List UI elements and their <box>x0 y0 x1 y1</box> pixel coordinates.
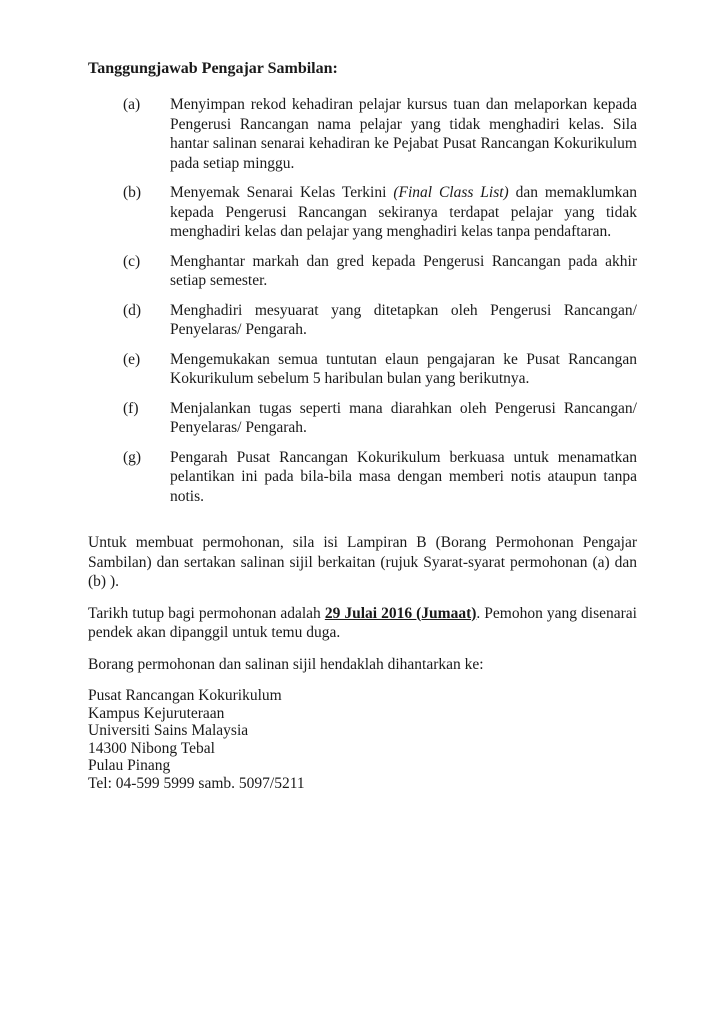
address-line: Pulau Pinang <box>88 757 171 774</box>
list-item-a <box>88 95 637 173</box>
list-item-text-post: dan memaklumkan kepada Pengerusi Rancangan sekiranya terdapat pelajar yang tidak menghadiri kelas dan pelajar yang menghadiri kelas tanpa pendaftaran. <box>170 184 637 240</box>
list-item-label: (f) <box>123 399 139 417</box>
address-line: Universiti Sains Malaysia <box>88 722 249 739</box>
address-line: Pusat Rancangan Kokurikulum <box>88 687 282 704</box>
list-item-label: (d) <box>123 301 142 319</box>
address-line: 14300 Nibong Tebal <box>88 739 215 757</box>
document-title: Tanggungjawab Pengajar Sambilan: <box>88 60 338 77</box>
list-item-text <box>170 183 637 242</box>
list-item-text-italic: (Final Class List) <box>393 184 509 201</box>
list-item-e <box>88 350 637 389</box>
list-item-text: Menghadiri mesyuarat yang ditetapkan oleh Pengerusi Rancangan/ Penyelaras/ Pengarah. <box>170 301 637 338</box>
list-item-label: (g) <box>123 448 142 466</box>
list-item-label: (a) <box>123 96 141 113</box>
list-item-d <box>88 301 637 340</box>
deadline-text-before: Tarikh tutup bagi permohonan adalah <box>88 604 325 622</box>
list-item-label: (e) <box>123 350 141 368</box>
list-item-text: Menghantar markah dan gred kepada Pengerusi Rancangan pada akhir setiap semester. <box>170 252 637 289</box>
list-item-f <box>88 399 637 438</box>
list-item-text: Mengemukakan semua tuntutan elaun pengajaran ke Pusat Rancangan Kokurikulum sebelum 5 haribulan bulan yang berikutnya. <box>170 350 637 387</box>
address-block <box>88 687 637 792</box>
list-item-label: (b) <box>123 184 142 201</box>
list-item-label: (c) <box>123 252 141 270</box>
list-item-b <box>88 183 637 242</box>
deadline-date: 29 Julai 2016 (Jumaat) <box>324 604 477 622</box>
deadline-paragraph <box>88 604 637 643</box>
list-item-text-pre: Menyemak Senarai Kelas Terkini <box>170 184 394 201</box>
list-item-text: Menyimpan rekod kehadiran pelajar kursus tuan dan melaporkan kepada Pengerusi Rancangan nama pelajar yang tidak menghadiri kelas. Sila hantar salinan senarai kehadiran ke Pejabat Pusat Rancangan Kokurikulum pada setiap minggu. <box>170 96 637 172</box>
list-item-text: Pengarah Pusat Rancangan Kokurikulum berkuasa untuk menamatkan pelantikan ini pada bila-bila masa dengan memberi notis ataupun tanpa notis. <box>170 448 637 505</box>
application-paragraph: Untuk membuat permohonan, sila isi Lampiran B (Borang Permohonan Pengajar Sambilan) dan sertakan salinan sijil berkaitan (rujuk Syarat-syarat permohonan (a) dan (b) ). <box>88 534 637 590</box>
submission-paragraph: Borang permohonan dan salinan sijil hendaklah dihantarkan ke: <box>88 655 484 673</box>
responsibilities-list <box>88 95 637 506</box>
list-item-text: Menjalankan tugas seperti mana diarahkan oleh Pengerusi Rancangan/ Penyelaras/ Pengarah. <box>170 399 637 436</box>
address-line: Tel: 04-599 5999 samb. 5097/5211 <box>88 774 305 792</box>
list-item-c <box>88 252 637 291</box>
list-item-g <box>88 448 637 507</box>
address-line: Kampus Kejuruteraan <box>88 704 225 722</box>
deadline-text-after: . Pemohon yang disenarai pendek akan dipanggil untuk temu duga. <box>88 604 637 641</box>
